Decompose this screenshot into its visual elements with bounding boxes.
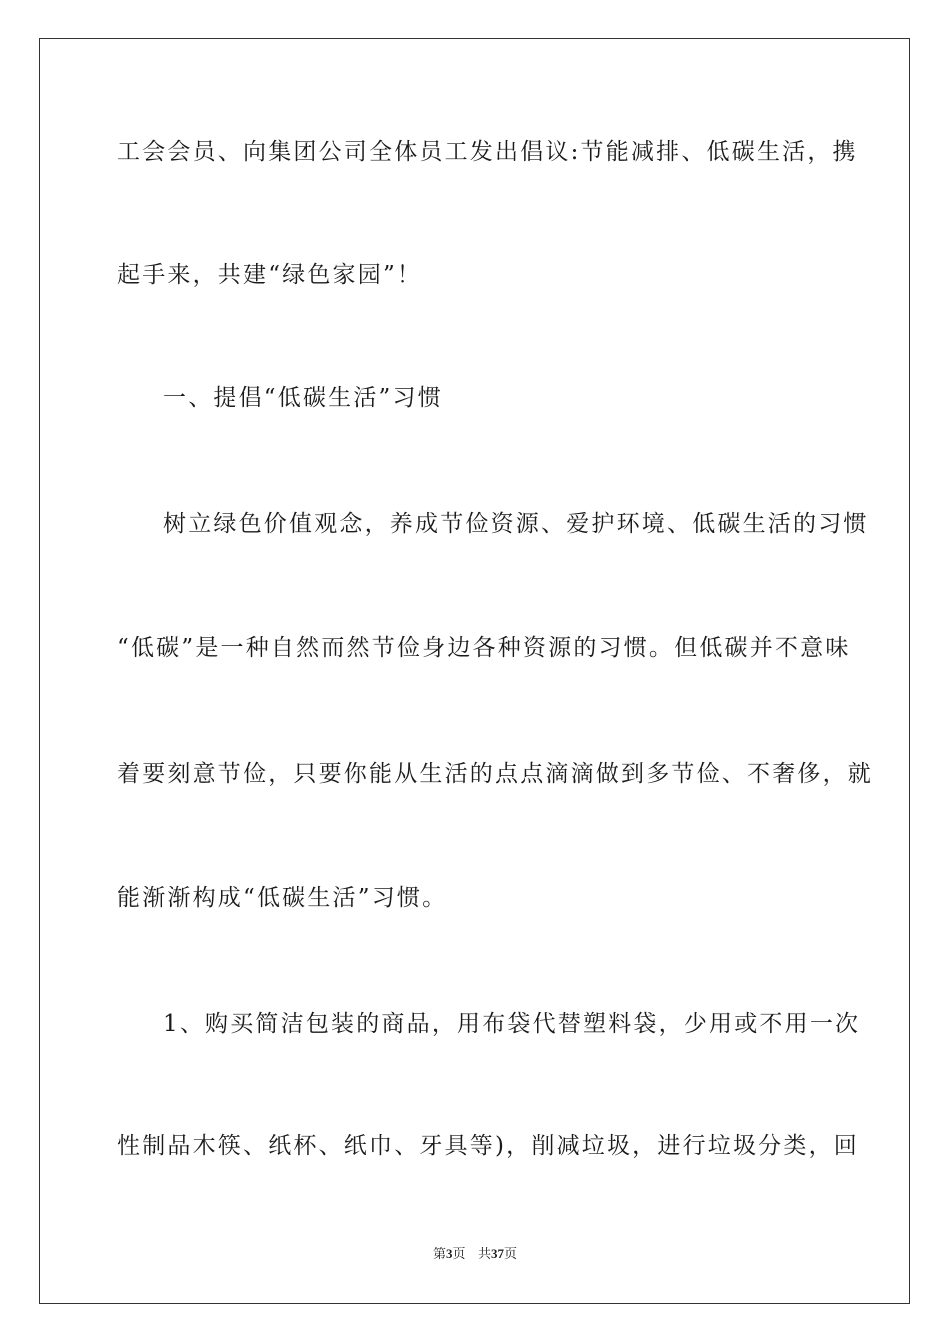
body-text-line: 树立绿色价值观念，养成节俭资源、爱护环境、低碳生活的习惯 (163, 511, 869, 537)
body-text-line: “低碳”是一种自然而然节俭身边各种资源的习惯。但低碳并不意味 (117, 635, 851, 661)
page-prefix: 第 (433, 1247, 447, 1262)
total-pages: 37 (490, 1246, 504, 1261)
body-text-line: 着要刻意节俭，只要你能从生活的点点滴滴做到多节俭、不奢侈，就 (117, 761, 873, 787)
total-suffix: 页 (503, 1247, 517, 1262)
page-border (39, 38, 910, 1304)
page-footer (0, 1245, 950, 1264)
page-number: 3 (446, 1246, 453, 1261)
page-suffix: 页 (452, 1247, 466, 1262)
body-text-line: 工会会员、向集团公司全体员工发出倡议:节能减排、低碳生活，携 (117, 139, 858, 165)
body-text-line: 性制品木筷、纸杯、纸巾、牙具等)，削减垃圾，进行垃圾分类，回 (117, 1133, 859, 1159)
body-text-line: 1、购买简洁包装的商品，用布袋代替塑料袋，少用或不用一次 (163, 1011, 861, 1037)
section-heading: 一、提倡“低碳生活”习惯 (163, 385, 443, 411)
total-prefix: 共 (477, 1247, 491, 1262)
body-text-line: 能渐渐构成“低碳生活”习惯。 (117, 885, 448, 911)
body-text-line: 起手来，共建“绿色家园”！ (117, 262, 423, 288)
